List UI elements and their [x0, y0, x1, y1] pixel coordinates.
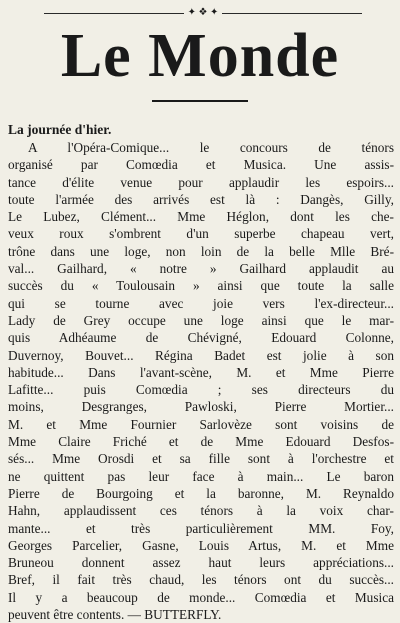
- article-line: Pierre de Bourgoing et la baronne, M. Reynaldo: [8, 485, 394, 501]
- article-line: succès du « Toulousain » ainsi que toute la salle: [8, 278, 394, 294]
- masthead-title: Le Monde: [60, 22, 340, 90]
- article-line: Il y a beaucoup de monde... Comœdia et Musica: [8, 589, 394, 605]
- ornament-glyphs: ✦ ❖ ✦: [184, 8, 223, 18]
- masthead-rule: [152, 100, 248, 102]
- article-body: [8, 139, 394, 623]
- article-line: organisé par Comœdia et Musica. Une assis-: [8, 157, 394, 173]
- article-line: Georges Parcelier, Gasne, Louis Artus, M. et Mme: [8, 537, 394, 553]
- article-line: Duvernoy, Bouvet... Régina Badet est jolie à son: [8, 347, 394, 363]
- article-line: veux roux s'ombrent d'un superbe chapeau vert,: [8, 226, 394, 242]
- article-line: habitude... Dans l'avant-scène, M. et Mme Pierre: [8, 364, 394, 380]
- article-line: Hahn, applaudissent ces ténors à la voix char-: [8, 503, 394, 519]
- article-line: A l'Opéra-Comique... le concours de ténors: [28, 140, 394, 155]
- article-line: Bruneou donnent assez haut leurs appréciations...: [8, 555, 394, 571]
- article-line: sés... Mme Orosdi et sa fille sont à l'orchestre et: [8, 451, 394, 467]
- article-line: M. et Mme Fournier Sarlovèze sont voisins de: [8, 416, 394, 432]
- article-line: qui se tourne avec joie vers l'ex-directeur...: [8, 295, 394, 311]
- article-line: Mme Claire Friché et de Mme Edouard Desfos-: [8, 434, 394, 450]
- article-line: val... Gailhard, « notre » Gailhard applaudit au: [8, 261, 394, 277]
- article-line: tance d'élite venue pour applaudir les espoirs...: [8, 174, 394, 190]
- article-line: peuvent être contents. — BUTTERFLY.: [8, 607, 222, 623]
- article-line: trône dans une loge, non loin de la belle Mlle Bré-: [8, 243, 394, 259]
- article-line: Bref, il fait très chaud, les ténors ont du succès...: [8, 572, 394, 588]
- article-line: toute l'armée des arrivés est là : Dangès, Gilly,: [8, 191, 394, 207]
- article-line: Lafitte... puis Comœdia ; ses directeurs du: [8, 382, 394, 398]
- article-line: Lady de Grey occupe une loge ainsi que le mar-: [8, 312, 394, 328]
- ornament: [44, 8, 362, 18]
- article-heading: La journée d'hier.: [8, 122, 112, 137]
- article-line: Le Lubez, Clément... Mme Héglon, dont les che-: [8, 209, 394, 225]
- article-line: moins, Desgranges, Pawloski, Pierre Mortier...: [8, 399, 394, 415]
- article-line: quis Adhéaume de Chévigné, Edouard Colonne,: [8, 330, 394, 346]
- article-line: mante... et très particulièrement MM. Foy,: [8, 520, 394, 536]
- article-line: ne quittent pas leur face à main... Le baron: [8, 468, 394, 484]
